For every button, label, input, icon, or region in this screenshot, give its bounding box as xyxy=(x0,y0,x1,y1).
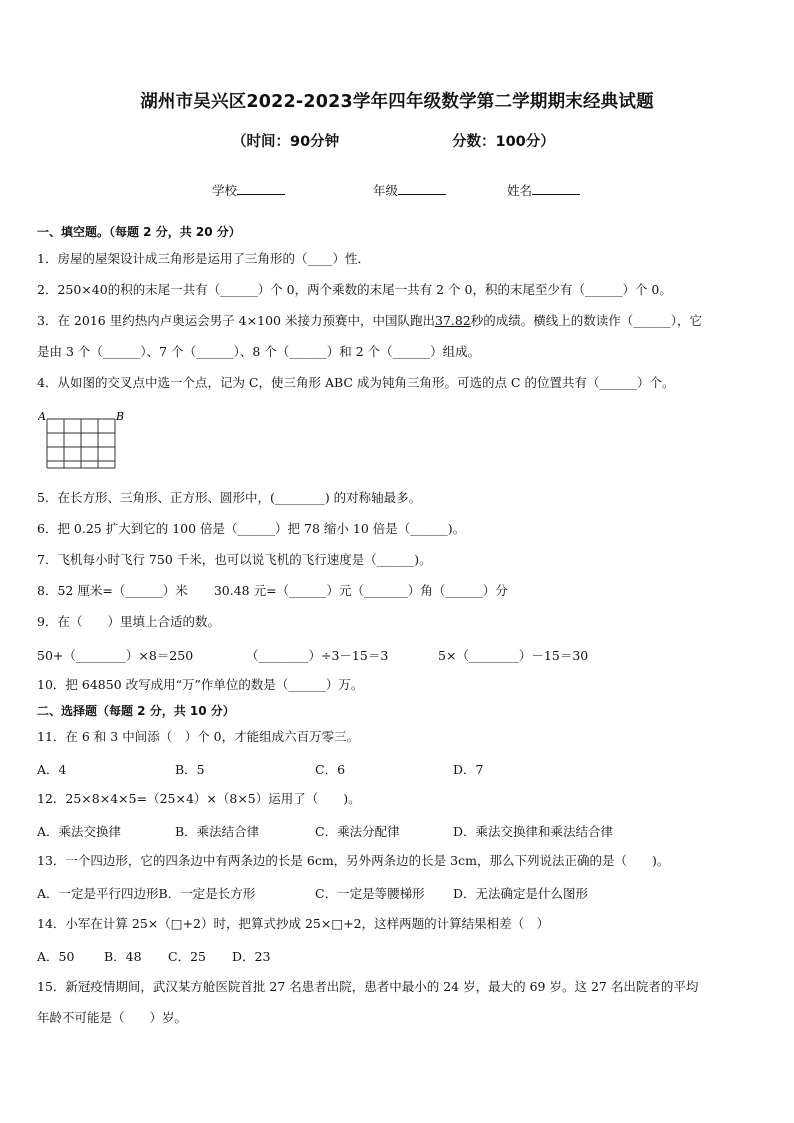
question-14: 14．小军在计算 25×（□+2）时，把算式抄成 25×□+2，这样两题的计算结果相差（ ） xyxy=(37,916,550,931)
question-12: 12．25×8×4×5=（25×4）×（8×5）运用了（ )。 xyxy=(37,791,361,806)
page-title: 湖州市吴兴区2022-2023学年四年级数学第二学期期末经典试题 xyxy=(140,92,654,112)
grid-figure xyxy=(38,410,128,472)
total-score: 分数：100分） xyxy=(452,134,555,150)
question-3-line-1 xyxy=(37,313,767,329)
underlined-number: 37.82 xyxy=(434,313,471,328)
option-b[interactable]: B．5 xyxy=(175,762,205,777)
question-15-line-1: 15．新冠疫情期间，武汉某方舱医院首批 27 名患者出院，患者中最小的 24 岁，最大的 69 岁。这 27 名出院者的平均 xyxy=(37,979,699,994)
question-6: 6．把 0.25 扩大到它的 100 倍是（______）把 78 缩小 10 倍是（______)。 xyxy=(37,521,466,536)
section-1-heading: 一、填空题。（每题 2 分，共 20 分） xyxy=(37,225,241,239)
name-field xyxy=(507,181,580,199)
equation-b: （________）÷3－15＝3 xyxy=(246,648,389,663)
question-7: 7．飞机每小时飞行 750 千米，也可以说飞机的飞行速度是（______)。 xyxy=(37,552,432,567)
question-1: 1．房屋的屋架设计成三角形是运用了三角形的（____）性． xyxy=(37,251,370,266)
name-blank[interactable] xyxy=(532,183,580,195)
time-limit: （时间：90分钟 xyxy=(232,134,340,150)
option-c[interactable]: C．6 xyxy=(315,762,346,777)
option-c[interactable]: C．乘法分配律 xyxy=(315,824,400,839)
question-13: 13．一个四边形，它的四条边中有两条边的长是 6cm，另外两条边的长是 3cm，那么下列说法正确的是（ )。 xyxy=(37,853,670,868)
option-b[interactable]: B．乘法结合律 xyxy=(175,824,260,839)
question-5: 5．在长方形、三角形、正方形、圆形中，(________) 的对称轴最多。 xyxy=(37,490,422,505)
option-b[interactable]: B．48 xyxy=(104,949,142,964)
option-d[interactable]: D．23 xyxy=(232,949,271,964)
point-b-label: B xyxy=(116,410,125,423)
option-d[interactable]: D．乘法交换律和乘法结合律 xyxy=(453,824,614,839)
point-a-label: A xyxy=(38,410,46,423)
option-a[interactable]: A．乘法交换律 xyxy=(37,824,122,839)
question-8 xyxy=(37,583,767,599)
equation-c: 5×（________）－15＝30 xyxy=(438,648,589,663)
question-3-line-2: 是由 3 个（______）、7 个（______）、8 个（______）和 2 个（______）组成。 xyxy=(37,344,481,359)
name-label: 姓名 xyxy=(507,183,533,198)
grid-lines xyxy=(47,419,115,468)
question-4: 4．从如图的交叉点中选一个点，记为 C，使三角形 ABC 成为钝角三角形。可选的点 C 的位置共有（______）个。 xyxy=(37,375,675,390)
section-2-heading: 二、选择题（每题 2 分，共 10 分） xyxy=(37,704,235,718)
grade-blank[interactable] xyxy=(398,183,446,195)
equation-a: 50+（________）×8＝250 xyxy=(37,648,194,663)
question-2: 2．250×40的积的末尾一共有（______）个 0，两个乘数的末尾一共有 2 个 0，积的末尾至少有（______）个 0。 xyxy=(37,282,672,297)
question-11: 11．在 6 和 3 中间添（ ）个 0，才能组成六百万零三。 xyxy=(37,729,360,744)
option-a-b[interactable]: A．一定是平行四边形B．一定是长方形 xyxy=(37,886,256,901)
question-10: 10．把 64850 改写成用“万”作单位的数是（______）万。 xyxy=(37,677,364,692)
option-c[interactable]: C．25 xyxy=(168,949,206,964)
question-3-text: 3．在 2016 里约热内卢奥运会男子 4×100 米接力预赛中，中国队跑出 xyxy=(37,313,435,328)
question-8-part-b: 30.48 元=（______）元（_______）角（______）分 xyxy=(213,583,508,598)
question-15-line-2: 年龄不可能是（ ）岁。 xyxy=(37,1010,188,1025)
option-c[interactable]: C．一定是等腰梯形 xyxy=(315,886,425,901)
question-3-text-2: 秒的成绩。横线上的数读作（______），它 xyxy=(470,313,703,328)
school-field xyxy=(212,181,285,199)
option-d[interactable]: D．7 xyxy=(453,762,484,777)
option-a[interactable]: A．4 xyxy=(37,762,67,777)
grade-field xyxy=(373,181,446,199)
question-9: 9．在（ ）里填上合适的数。 xyxy=(37,614,220,629)
option-a[interactable]: A．50 xyxy=(37,949,75,964)
school-label: 学校 xyxy=(212,183,238,198)
option-d[interactable]: D．无法确定是什么图形 xyxy=(453,886,589,901)
grade-label: 年级 xyxy=(373,183,399,198)
question-8-part-a: 8．52 厘米=（______）米 xyxy=(37,583,188,598)
school-blank[interactable] xyxy=(237,183,285,195)
